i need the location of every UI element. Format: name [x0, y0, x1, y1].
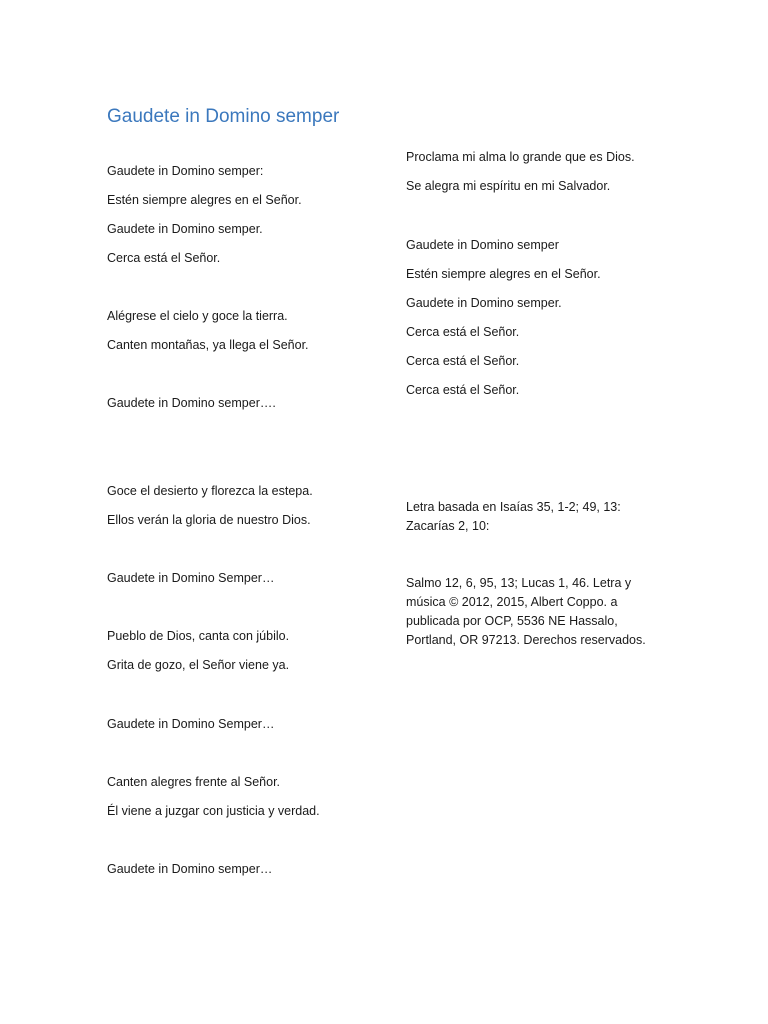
lyric-line: Estén siempre alegres en el Señor. — [107, 193, 302, 207]
lyric-line: Cerca está el Señor. — [107, 251, 221, 265]
source-note — [406, 498, 656, 536]
lyric-line: Grita de gozo, el Señor viene ya. — [107, 658, 290, 672]
page-title: Gaudete in Domino semper — [107, 106, 340, 127]
lyric-line: Gaudete in Domino semper: — [107, 164, 264, 178]
copyright-line: publicada por OCP, 5536 NE Hassalo, — [406, 614, 618, 628]
lyric-line: Gaudete in Domino semper…. — [107, 396, 276, 410]
lyric-line: Cerca está el Señor. — [406, 354, 520, 368]
lyric-line: Ellos verán la gloria de nuestro Dios. — [107, 513, 311, 527]
lyric-line: Gaudete in Domino semper. — [107, 222, 263, 236]
lyric-line: Él viene a juzgar con justicia y verdad. — [107, 804, 320, 818]
lyric-line: Gaudete in Domino Semper… — [107, 571, 275, 585]
lyric-line: Gaudete in Domino semper… — [107, 862, 273, 876]
copyright-line: Salmo 12, 6, 95, 13; Lucas 1, 46. Letra y — [406, 576, 632, 590]
source-note-line: Letra basada en Isaías 35, 1-2; 49, 13: — [406, 500, 621, 514]
lyric-line: Gaudete in Domino Semper… — [107, 717, 275, 731]
lyric-line: Cerca está el Señor. — [406, 383, 520, 397]
copyright-line: música © 2012, 2015, Albert Coppo. a — [406, 595, 618, 609]
lyric-line: Canten alegres frente al Señor. — [107, 775, 281, 789]
lyric-line: Cerca está el Señor. — [406, 325, 520, 339]
lyric-line: Pueblo de Dios, canta con júbilo. — [107, 629, 290, 643]
lyric-line: Gaudete in Domino semper — [406, 238, 559, 252]
lyric-line: Gaudete in Domino semper. — [406, 296, 562, 310]
lyric-line: Proclama mi alma lo grande que es Dios. — [406, 150, 635, 164]
lyric-line: Se alegra mi espíritu en mi Salvador. — [406, 179, 611, 193]
lyric-line: Goce el desierto y florezca la estepa. — [107, 484, 313, 498]
lyric-line: Alégrese el cielo y goce la tierra. — [107, 309, 288, 323]
lyric-line: Canten montañas, ya llega el Señor. — [107, 338, 309, 352]
lyric-line: Estén siempre alegres en el Señor. — [406, 267, 601, 281]
copyright-line: Portland, OR 97213. Derechos reservados. — [406, 633, 646, 647]
copyright-note — [406, 574, 656, 650]
source-note-line: Zacarías 2, 10: — [406, 519, 490, 533]
